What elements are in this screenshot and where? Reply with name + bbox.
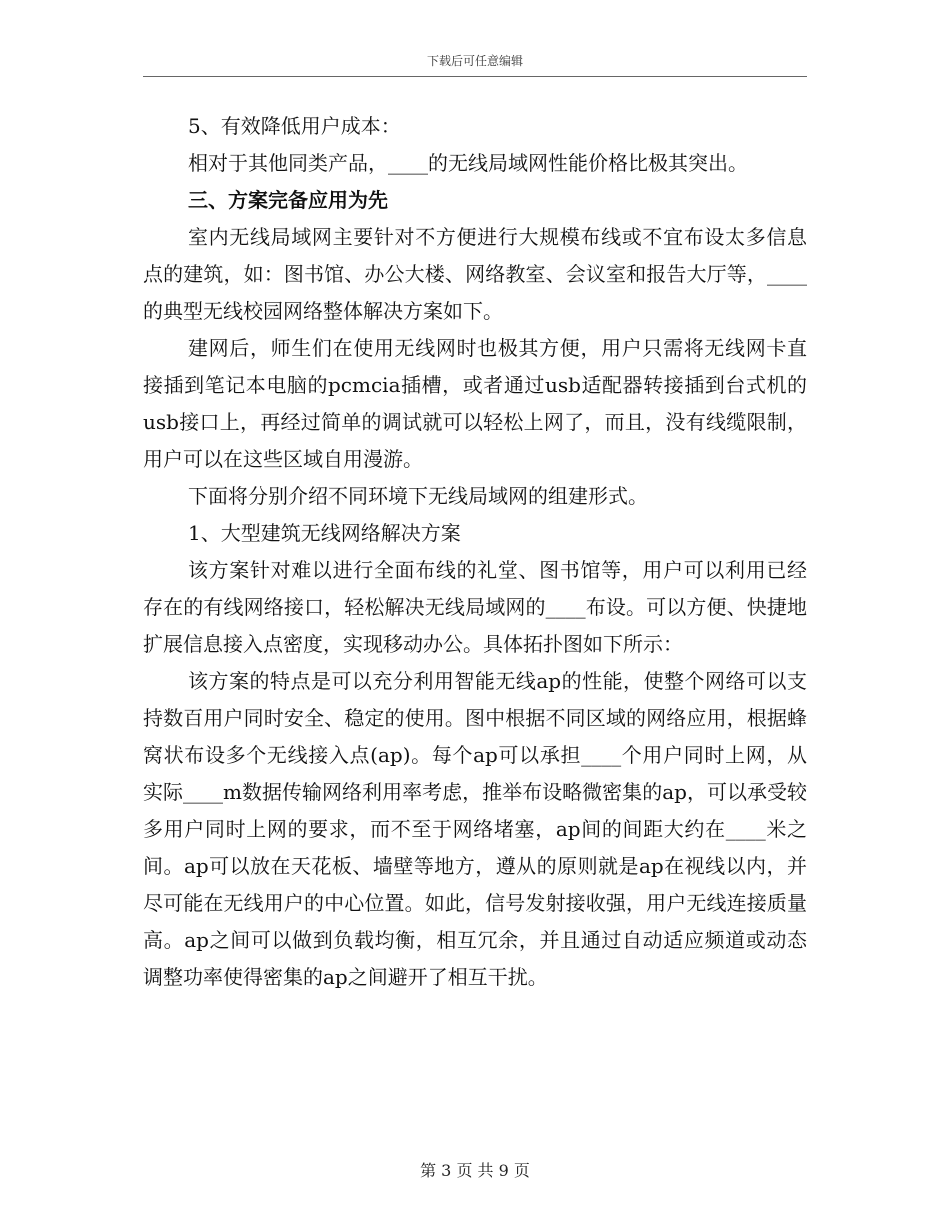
- header-divider: [143, 76, 807, 77]
- paragraph-solution-features: 该方案的特点是可以充分利用智能无线ap的性能，使整个网络可以支持数百用户同时安全、稳定的使用。图中根据不同区域的网络应用，根据蜂窝状布设多个无线接入点(ap)。每个ap可以承担____个用户同时上网，从实际____m数据传输网络利用率考虑，推举布设略微密集的ap，可以承受较多用户同时上网的要求，而不至于网络堵塞，ap间的间距大约在____米之间。ap可以放在天花板、墙壁等地方，遵从的原则就是ap在视线以内，并尽可能在无线用户的中心位置。如此，信号发射接收强，用户无线连接质量高。ap之间可以做到负载均衡，相互冗余，并且通过自动适应频道或动态调整功率使得密集的ap之间避开了相互干扰。: [143, 669, 807, 989]
- paragraph-cost-text: 相对于其他同类产品，____的无线局域网性能价格比极其突出。: [188, 151, 748, 175]
- page-header: 下载后可任意编辑: [426, 54, 523, 68]
- document-body: [143, 108, 807, 996]
- paragraph-intro-forms: 下面将分别介绍不同环境下无线局域网的组建形式。: [188, 484, 648, 508]
- section-heading: 三、方案完备应用为先: [188, 188, 388, 212]
- page-footer: 第 3 页 共 9 页: [420, 1161, 530, 1180]
- paragraph-indoor-wlan: 室内无线局域网主要针对不方便进行大规模布线或不宜布设太多信息点的建筑，如：图书馆、办公大楼、网络教室、会议室和报告大厅等，____的典型无线校园网络整体解决方案如下。: [143, 225, 807, 323]
- paragraph-cost-heading: 5、有效降低用户成本：: [188, 114, 401, 138]
- subheading-large-building: 1、大型建筑无线网络解决方案: [188, 521, 461, 545]
- paragraph-solution-desc: 该方案针对难以进行全面布线的礼堂、图书馆等，用户可以利用已经存在的有线网络接口，轻松解决无线局域网的____布设。可以方便、快捷地扩展信息接入点密度，实现移动办公。具体拓扑图如下所示：: [143, 558, 807, 656]
- paragraph-after-build: 建网后，师生们在使用无线网时也极其方便，用户只需将无线网卡直接插到笔记本电脑的pcmcia插槽，或者通过usb适配器转接插到台式机的usb接口上，再经过简单的调试就可以轻松上网了，而且，没有线缆限制，用户可以在这些区域自用漫游。: [143, 336, 807, 471]
